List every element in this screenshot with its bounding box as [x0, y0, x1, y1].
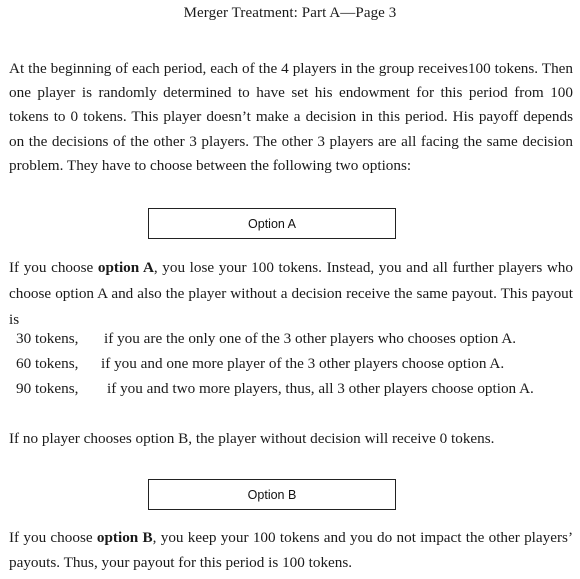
option-a-description [9, 255, 573, 333]
payout-row [0, 326, 580, 351]
payout-condition: if you are the only one of the 3 other players who chooses option A. [104, 330, 517, 347]
payout-row [0, 351, 580, 376]
option-a-rest: , you lose your 100 tokens. Instead, you and all further players who choose option A and also the player without a decision receive the same payout. This payout is [9, 259, 573, 328]
no-option-b-note: If no player chooses option B, the player without decision will receive 0 tokens. [9, 430, 495, 447]
option-b-box [148, 479, 396, 510]
option-a-prefix: If you choose [9, 259, 98, 276]
option-b-description [9, 525, 573, 575]
page-title: Merger Treatment: Part A—Page 3 [183, 5, 397, 21]
option-b-bold: option B [96, 529, 153, 546]
payout-condition: if you and one more player of the 3 other players choose option A. [101, 355, 505, 372]
option-a-bold: option A [97, 259, 154, 276]
option-a-label: Option A [248, 216, 296, 231]
intro-paragraph: At the beginning of each period, each of the 4 players in the group receives100 tokens. Then one player is randomly determined to have set his endowment for this period from 100 tokens to 0 tokens. This player doesn’t make a decision in this period. His payoff depends on the decisions of the other 3 players. The other 3 players are all facing the same decision problem. They have to choose between the following two options: [9, 60, 573, 174]
option-a-box [148, 208, 396, 239]
payout-list [0, 326, 580, 401]
payout-condition: if you and two more players, thus, all 3 other players choose option A. [107, 380, 534, 397]
option-b-rest: , you keep your 100 tokens and you do not impact the other players’ payouts. Thus, your payout for this period is 100 tokens. [9, 529, 573, 571]
payout-amount: 90 tokens, [16, 380, 79, 397]
payout-amount: 30 tokens, [16, 330, 79, 347]
option-b-label: Option B [247, 487, 297, 502]
option-b-prefix: If you choose [9, 529, 97, 546]
payout-row [0, 376, 580, 401]
payout-amount: 60 tokens, [16, 355, 79, 372]
